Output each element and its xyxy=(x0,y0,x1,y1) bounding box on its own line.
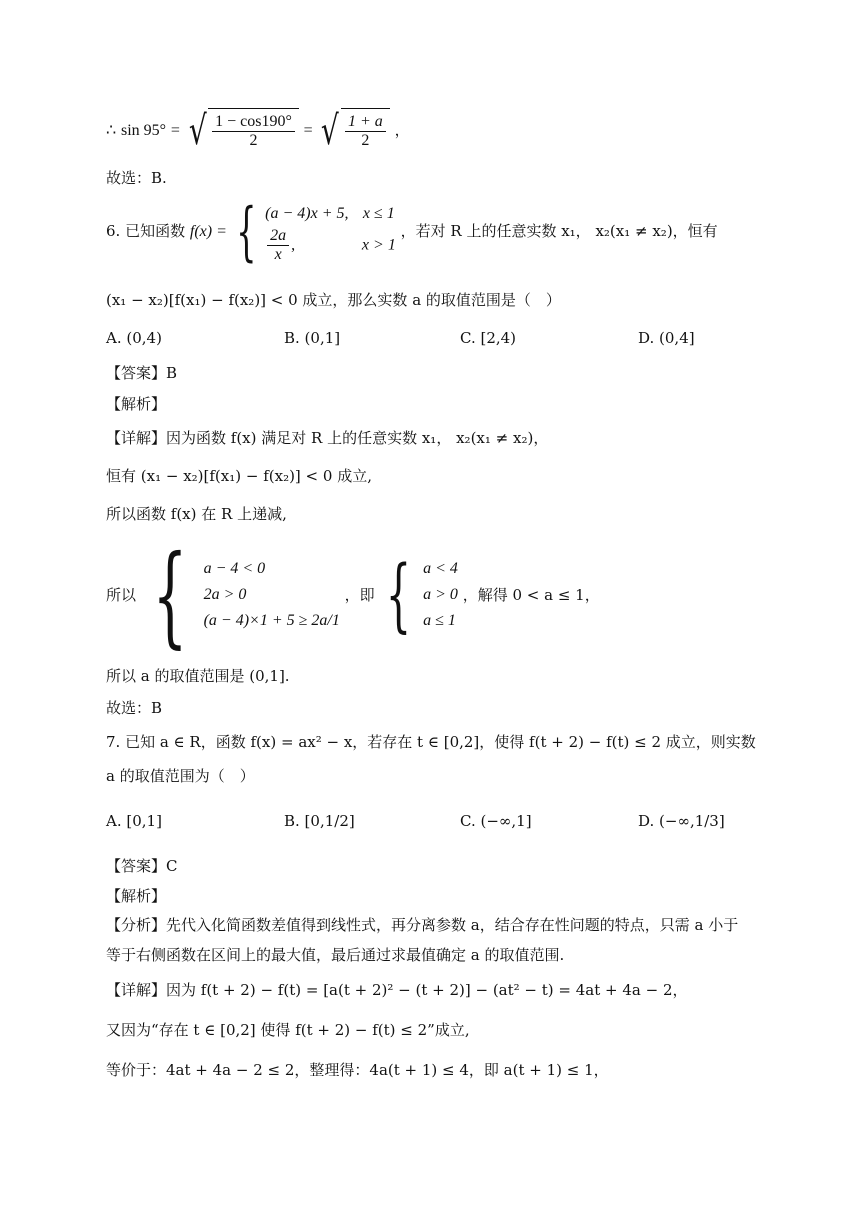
system-brace-1: { xyxy=(152,531,188,659)
therefore-symbol: ∴ xyxy=(106,122,117,139)
q7-option-b: B. [0,1/2] xyxy=(284,812,355,830)
system-1: a − 4 < 0 2a > 0 (a − 4)×1 + 5 ≥ 2a/1 xyxy=(203,560,340,629)
sin-equation: ∴ sin 95° = √ $\frac{1 - \cos 190^\circ}{2}$ = √ $\frac{1 + a}{2}$ ， xyxy=(106,108,410,154)
q6-stem-line2: (x₁ − x₂)[f(x₁) − f(x₂)] < 0 成立，那么实数 a 的取值范围是（ ） xyxy=(106,291,561,309)
q7-analysis: 【解析】 xyxy=(106,887,167,905)
q6-detail-1: 【详解】因为函数 f(x) 满足对 R 上的任意实数 x₁， x₂(x₁ ≠ x₂)， xyxy=(106,429,549,447)
q7-stem-1: 7. 已知 a ∈ R，函数 f(x) = ax² − x，若存在 t ∈ [0,2]，使得 f(t + 2) − f(t) ≤ 2 成立，则实数 xyxy=(106,733,756,751)
piecewise-cases: (a − 4)x + 5, x ≤ 1 $\frac{2a}{x}$ , x > 1 xyxy=(265,205,396,263)
q7-detail-3: 等价于：4at + 4a − 2 ≤ 2，整理得：4a(t + 1) ≤ 4，即 a(t + 1) ≤ 1， xyxy=(106,1061,609,1079)
q6-stem: 6. 已知函数 f(x) = { (a − 4)x + 5, x ≤ 1 $\frac{2a}{x}$ , x > 1 ，若对 R 上的任意实数 x₁， x₂(x₁ ≠ x₂)，恒有 xyxy=(106,195,718,269)
q7-option-c: C. (−∞,1] xyxy=(460,812,532,830)
q6-option-c: C. [2,4) xyxy=(460,329,517,347)
q6-option-a: A. (0,4) xyxy=(106,329,162,347)
q7-answer: 【答案】C xyxy=(106,857,178,875)
system-brace-2: { xyxy=(386,548,412,641)
q6-range: 所以 a 的取值范围是 (0,1]. xyxy=(106,667,290,685)
q7-detail-1: 【详解】因为 f(t + 2) − f(t) = [a(t + 2)² − (t + 2)] − (at² − t) = 4at + 4a − 2， xyxy=(106,981,688,999)
q6-option-b: B. (0,1] xyxy=(284,329,341,347)
q6-choose: 故选：B xyxy=(106,699,163,717)
system-2: a < 4 a > 0 a ≤ 1 xyxy=(423,560,458,629)
q6-detail-3: 所以函数 f(x) 在 R 上递减, xyxy=(106,505,287,523)
left-brace: { xyxy=(235,195,257,269)
top-choose: 故选：B. xyxy=(106,169,167,187)
q6-system: 所以 { a − 4 < 0 2a > 0 (a − 4)×1 + 5 ≥ 2a/1 ，即 { a < 4 a > 0 a ≤ 1 ，解得 0 < a ≤ 1， xyxy=(106,531,600,659)
q6-analysis: 【解析】 xyxy=(106,395,167,413)
q7-fenxi-2: 等于右侧函数在区间上的最大值，最后通过求最值确定 a 的取值范围. xyxy=(106,946,565,964)
q7-fenxi-1: 【分析】先代入化简函数差值得到线性式，再分离参数 a，结合存在性问题的特点，只需 a 小于 xyxy=(106,916,739,934)
sqrt-expression-1: √ $\frac{1 - \cos 190^\circ}{2}$ xyxy=(185,108,299,154)
q7-stem-2: a 的取值范围为（ ） xyxy=(106,767,255,785)
q6-option-d: D. (0,4] xyxy=(638,329,695,347)
q6-answer: 【答案】B xyxy=(106,364,178,382)
q6-detail-2: 恒有 (x₁ − x₂)[f(x₁) − f(x₂)] < 0 成立, xyxy=(106,467,372,485)
sin-expr: sin 95° xyxy=(120,122,167,139)
q7-option-a: A. [0,1] xyxy=(106,812,162,830)
sqrt-expression-2: √ $\frac{1 + a}{2}$ xyxy=(317,108,389,154)
q7-option-d: D. (−∞,1/3] xyxy=(638,812,725,830)
q7-detail-2: 又因为“存在 t ∈ [0,2] 使得 f(t + 2) − f(t) ≤ 2”成立, xyxy=(106,1021,470,1039)
